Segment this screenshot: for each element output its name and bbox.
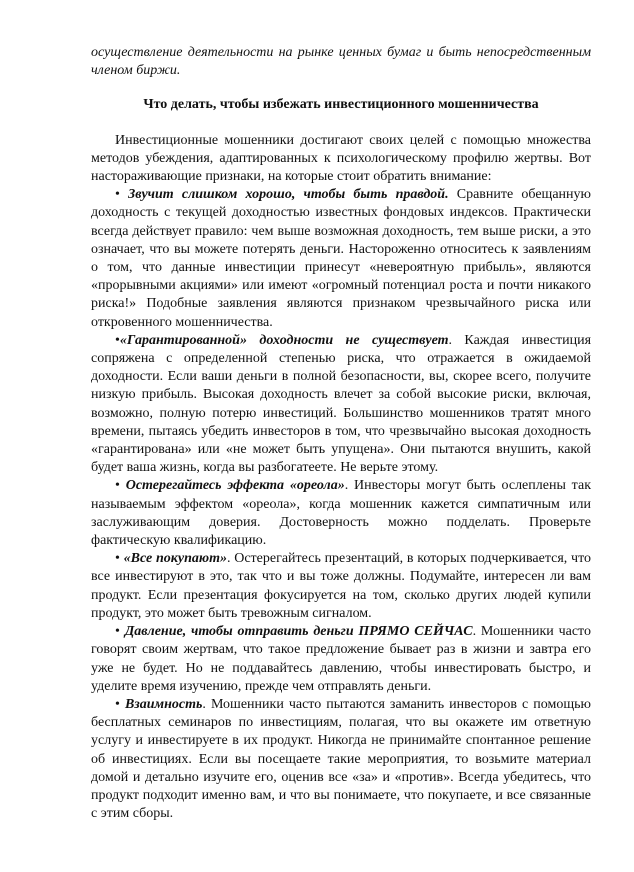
bullet-text: . Инвесторы могут быть ослеплены так называемым эффектом «ореола», когда мошенник кажется симпатичным или заслуживающим доверия. Достоверность можно подделать. Проверьте фактическую квалификацию. <box>91 478 591 549</box>
bullet-marker: • <box>115 332 120 348</box>
bullet-marker: • <box>115 696 120 712</box>
bullet-heading: Давление, чтобы отправить деньги ПРЯМО СЕЙЧАС <box>124 624 473 640</box>
intro-paragraph: Инвестиционные мошенники достигают своих целей с помощью множества методов убеждения, адаптированных к психологическому профилю жертвы. Вот настораживающие признаки, на которые стоит обратить внимание: <box>91 132 591 185</box>
bullet-text: . Мошенники часто пытаются заманить инвесторов с помощью бесплатных семинаров по инвестициям, полагая, что вы окажете им ответную услугу и инвестируете в их продукт. Никогда не принимайте спонтанное решение об инвестициях. Если вы посещаете такие мероприятия, то возьмите материал домой и детально изучите его, оценив все «за» и «против». Всегда убедитесь, что продукт подходит именно вам, и что вы понимаете, что покупаете, и все связанные с этим сборы. <box>91 696 592 822</box>
bullet-item-everyone-buys <box>91 550 591 623</box>
bullet-heading: «Гарантированной» доходности не существует <box>119 332 449 348</box>
document-page <box>91 44 591 823</box>
bullet-item-too-good <box>91 186 591 332</box>
bullet-item-reciprocity <box>91 696 591 823</box>
intro-continuation: осуществление деятельности на рынке ценных бумаг и быть непосредственным членом биржи. <box>91 45 591 79</box>
bullet-heading: Звучит слишком хорошо, чтобы быть правдой. <box>128 187 449 203</box>
bullet-item-guaranteed <box>91 332 591 478</box>
bullet-marker: • <box>115 187 120 203</box>
bullet-item-halo <box>91 477 591 550</box>
bullet-heading: «Все покупают» <box>123 551 227 567</box>
bullet-marker: • <box>115 551 120 567</box>
bullet-text: . Каждая инвестиция сопряжена с определенной степенью риска, что отражается в ожидаемой доходности. Если ваши деньги в полной безопасности, вы, скорее всего, получите низкую прибыль. Высокая доходность влечет за собой высокие риски, включая, возможно, полную потерю инвестиций. Большинство мошенников тратят много времени, пытаясь убедить инвесторов в том, что чрезвычайно высокая доходность «гарантирована» или «не может быть упущена». Они пытаются внушить, какой будет ваша жизнь, когда вы разбогатеете. Не верьте этому. <box>91 332 592 476</box>
section-heading: Что делать, чтобы избежать инвестиционного мошенничества <box>143 97 539 113</box>
bullet-heading: Взаимность <box>124 696 203 712</box>
bullet-heading: Остерегайтесь эффекта «ореола» <box>125 478 345 494</box>
bullet-item-pressure <box>91 623 591 696</box>
bullet-marker: • <box>115 624 120 640</box>
bullet-text: . Остерегайтесь презентаций, в которых подчеркивается, что все инвестируют в это, так что и вы тоже должны. Подумайте, интересен ли вам продукт. Если презентация фокусируется на том, сколько других людей купили продукт, это может быть тревожным сигналом. <box>91 551 592 621</box>
bullet-text: Сравните обещанную доходность с текущей доходностью известных фондовых индексов. Практически всегда действует правило: чем выше возможная доходность, тем выше риски, а это означает, что вы можете потерять деньги. Настороженно относитесь к заявлениям о том, что данные инвестиции принесут «невероятную прибыль», являются «прорывными акциями» или имеют «огромный потенциал роста и почти никакого риска!» Подобные заявления являются признаком чрезвычайного риска или откровенного мошенничества. <box>91 187 591 330</box>
bullet-text: . Мошенники часто говорят своим жертвам, что такое предложение бывает раз в жизни и завтра его уже не будет. Но не поддавайтесь давлению, чтобы инвестировать быстро, и уделите время изучению, прежде чем отправлять деньги. <box>91 624 591 694</box>
bullet-marker: • <box>115 478 120 494</box>
